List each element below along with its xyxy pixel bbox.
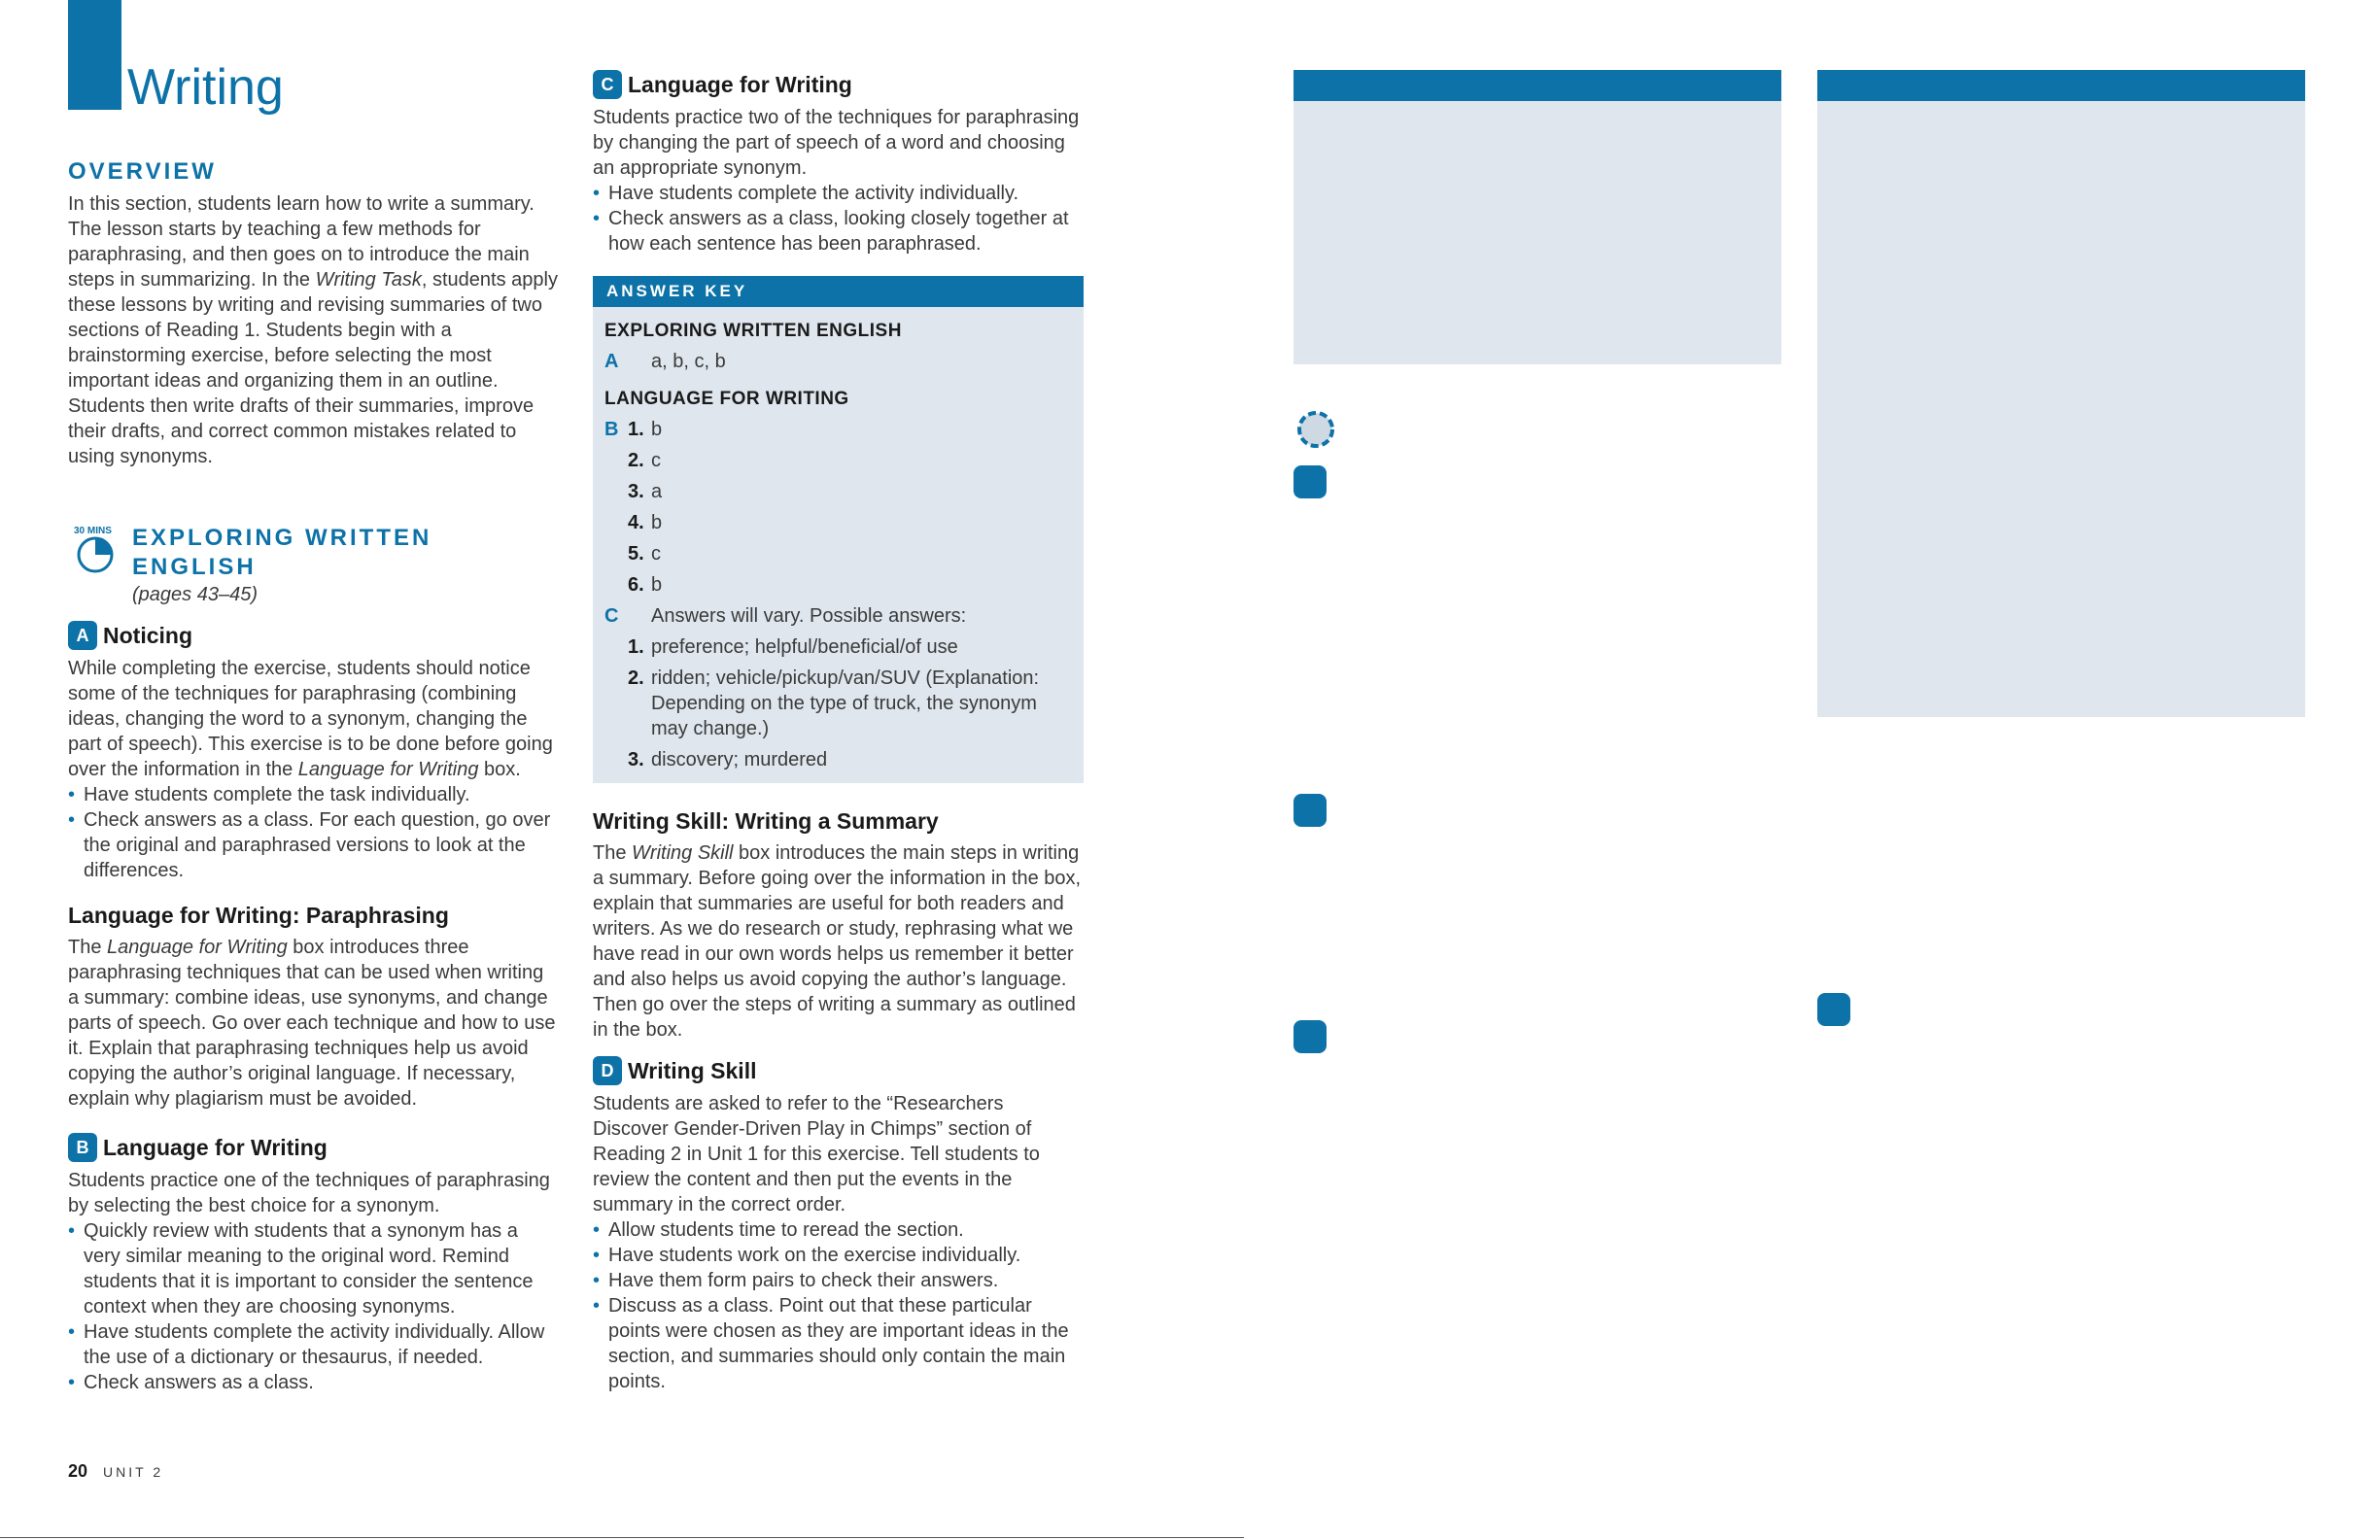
badge-square [1293, 1020, 1327, 1053]
overview-body: In this section, students learn how to write a summary. The lesson starts by teaching a few methods for paraphrasing, and then goes on to introduce the main steps in summarizing. In the Writing Task, students apply these lessons by writing and revising summaries of two sections of Reading 1. Students begin with a brainstorming exercise, before selecting the most important ideas and organizing them in an outline. Students then write drafts of their summaries, improve their drafts, and correct common mistakes related to using synonyms. [68, 193, 558, 467]
writing-skill-body: The Writing Skill box introduces the main steps in writing a summary. Before going over the information in the box, explain that summaries are useful for both readers and writers. As we do research or study, rephrasing what we have read in our own words helps us remember it better and also helps us avoid copying the author’s language. Then go over the steps of writing a summary as outlined in the box. [593, 842, 1082, 1041]
section-b-title: Language for Writing [103, 1134, 328, 1160]
list-item: • Have them form pairs to check their answers. [593, 1268, 1084, 1293]
section-c-bullets [593, 181, 1084, 257]
section-c-body: Students practice two of the techniques for paraphrasing by changing the part of speech of a word and choosing an appropriate synonym. [593, 107, 1080, 179]
answer-row-b5: 5. c [628, 543, 661, 565]
section-d-title: Writing Skill [628, 1057, 757, 1083]
badge-c: C [593, 70, 622, 99]
section-a-bullets [68, 782, 559, 883]
answer-row-b6: 6. b [628, 574, 663, 596]
exploring-header [68, 524, 559, 607]
list-item: • Have students work on the exercise individually. [593, 1243, 1084, 1268]
badge-square [1293, 794, 1327, 827]
page-title: Writing [127, 59, 284, 116]
answer-key-section-language: LANGUAGE FOR WRITING [604, 389, 849, 409]
section-d-header [593, 1056, 1084, 1085]
list-item: • Quickly review with students that a synonym has a very similar meaning to the original word. Remind students that it is important to consider the sentence context when they are choosing synonyms. [68, 1218, 559, 1319]
answer-row-a: A a, b, c, b [604, 351, 726, 372]
list-item: • Check answers as a class. For each question, go over the original and paraphrased versions to look at the differences. [68, 807, 559, 883]
badge-square [1817, 993, 1850, 1026]
exploring-heading: EXPLORING WRITTEN ENGLISH [132, 525, 432, 580]
timer-icon [68, 524, 122, 578]
overview-heading: OVERVIEW [68, 158, 217, 185]
page-number: 20 [68, 1461, 88, 1481]
answer-row-b4: 4. b [628, 512, 663, 533]
list-item: • Discuss as a class. Point out that these particular points were chosen as they are important ideas in the section, and summaries should only contain the main points. [593, 1293, 1084, 1394]
column-left [68, 158, 559, 1395]
lfw-paraphrasing-body: The Language for Writing box introduces three paraphrasing techniques that can be used when writing a summary: combine ideas, use synonyms, and change parts of speech. Go over each technique and how to use it. Explain that paraphrasing techniques help us avoid copying the author’s original language. If necessary, explain why plagiarism must be avoided. [68, 937, 556, 1110]
section-b-header [68, 1133, 559, 1162]
badge-b: B [68, 1133, 97, 1162]
section-b-bullets [68, 1218, 559, 1395]
list-item: • Allow students time to reread the section. [593, 1217, 1084, 1243]
lfw-paraphrasing-title: Language for Writing: Paraphrasing [68, 903, 449, 928]
answer-row-c1: 1. preference; helpful/beneficial/of use [628, 636, 958, 658]
writing-skill-title: Writing Skill: Writing a Summary [593, 808, 939, 834]
badge-a: A [68, 621, 97, 650]
answer-key-header: ANSWER KEY [593, 276, 1084, 307]
answer-row-b1: B 1. b [604, 419, 663, 440]
answer-row-c3: 3. discovery; murdered [628, 749, 828, 770]
exploring-pages: (pages 43–45) [132, 584, 258, 605]
answer-key [593, 276, 1084, 783]
list-item: • Check answers as a class, looking closely together at how each sentence has been paraphrased. [593, 206, 1084, 257]
section-b-body: Students practice one of the techniques of paraphrasing by selecting the best choice for a synonym. [68, 1170, 550, 1216]
list-item: • Check answers as a class. [68, 1370, 559, 1395]
section-c-header [593, 70, 1084, 99]
badge-d: D [593, 1056, 622, 1085]
badge-square [1293, 465, 1327, 498]
page-unit: UNIT 2 [103, 1464, 164, 1480]
section-a-header [68, 621, 559, 650]
title-bar [68, 0, 121, 110]
list-item: • Have students complete the task individually. [68, 782, 559, 807]
list-item: • Have students complete the activity individually. Allow the use of a dictionary or thesaurus, if needed. [68, 1319, 559, 1370]
section-c-title: Language for Writing [628, 71, 852, 97]
answer-row-b3: 3. a [628, 481, 663, 502]
column-middle [593, 70, 1084, 1394]
right-panel-2-header [1817, 70, 2305, 101]
right-panel-1 [1293, 101, 1781, 364]
section-a-title: Noticing [103, 622, 192, 648]
answer-row-c2: 2. ridden; vehicle/pickup/van/SUV (Explanation: Depending on the type of truck, the synonym may change.) [628, 667, 1040, 739]
section-a-body: While completing the exercise, students should notice some of the techniques for paraphrasing (combining ideas, changing the word to a synonym, changing the part of speech). This exercise is to be done before going over the information in the Language for Writing box. [68, 658, 553, 780]
page-footer [68, 1461, 163, 1482]
answer-row-b2: 2. c [628, 450, 661, 471]
bottom-rule [0, 1537, 1244, 1538]
timer-icon [1296, 410, 1335, 449]
answer-row-c: C Answers will vary. Possible answers: [604, 605, 967, 627]
section-d-body: Students are asked to refer to the “Researchers Discover Gender-Driven Play in Chimps” section of Reading 2 in Unit 1 for this exercise. Tell students to review the content and then put the events in the summary in the correct order. [593, 1093, 1040, 1215]
answer-key-section-exploring: EXPLORING WRITTEN ENGLISH [604, 321, 902, 341]
right-panel-1-header [1293, 70, 1781, 101]
list-item: • Have students complete the activity individually. [593, 181, 1084, 206]
section-d-bullets [593, 1217, 1084, 1394]
time-label: 30 MINS [74, 526, 112, 536]
right-panel-2 [1817, 101, 2305, 717]
